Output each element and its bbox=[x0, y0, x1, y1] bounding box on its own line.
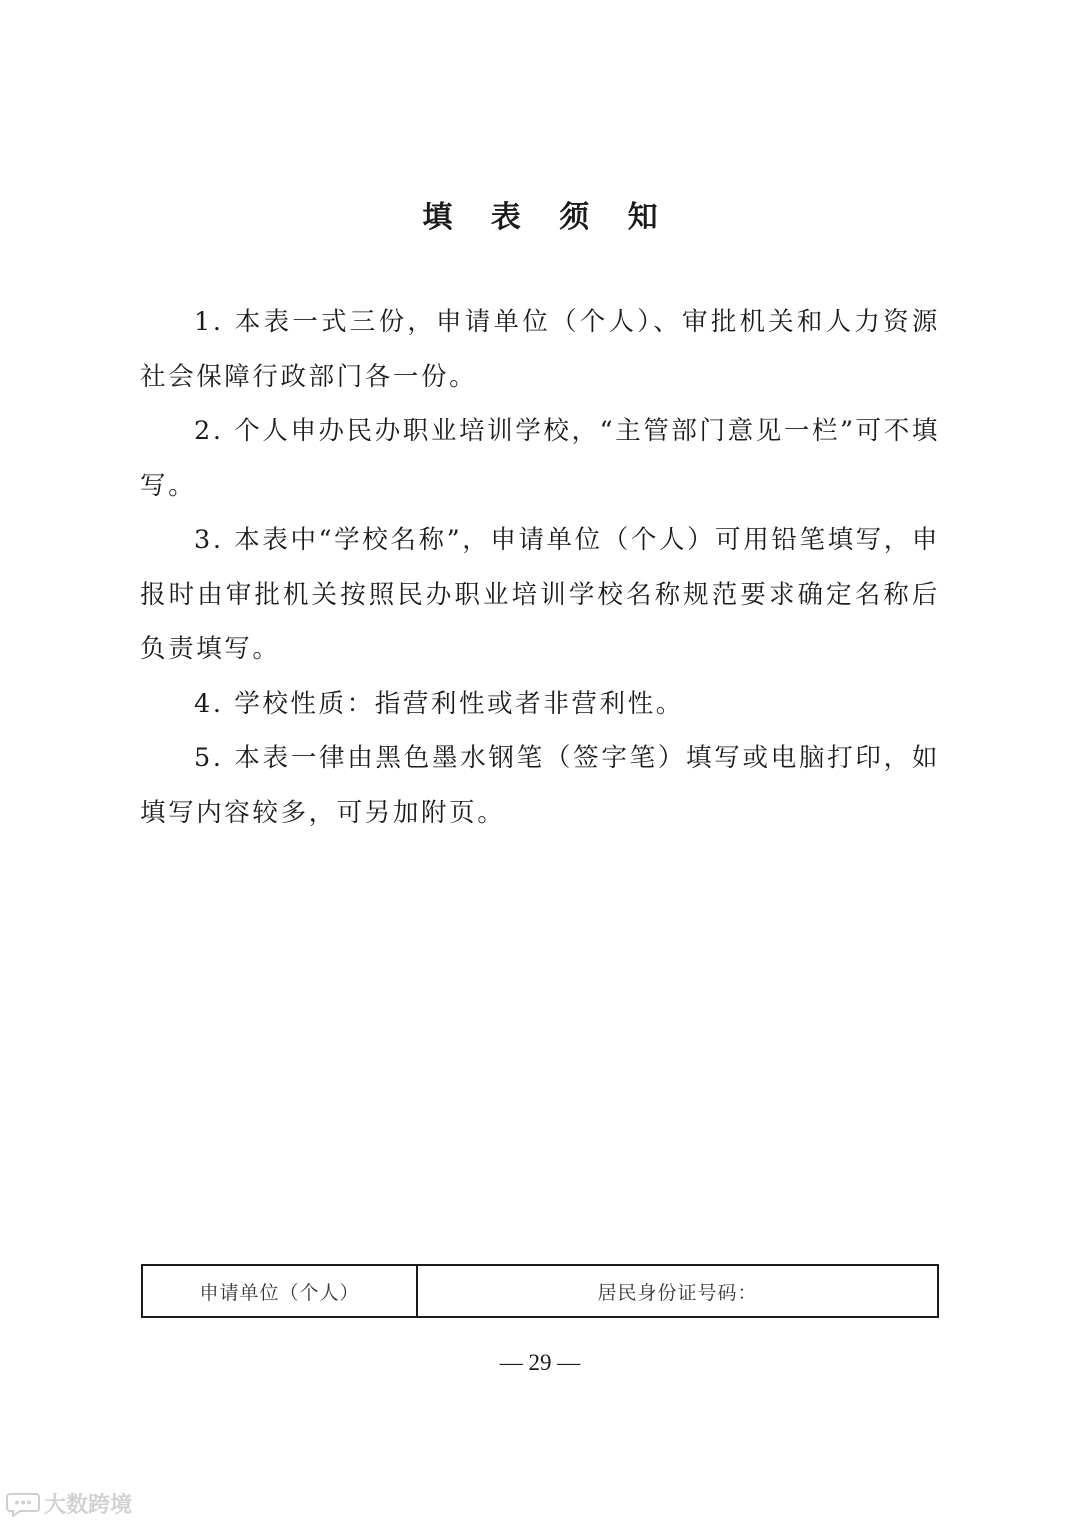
applicant-info-table bbox=[141, 1264, 939, 1318]
applicant-label-cell: 申请单位（个人） bbox=[143, 1266, 418, 1316]
page-title: 填 表 须 知 bbox=[422, 200, 672, 235]
note-item-4: 4. 学校性质：指营利性或者非营利性。 bbox=[194, 688, 684, 719]
note-item-2: 2. 个人申办民办职业培训学校，“主管部门意见一栏”可不填写。 bbox=[140, 416, 940, 501]
chat-bubble-logo-icon bbox=[6, 1491, 40, 1517]
note-item-3: 3. 本表中“学校名称”，申请单位（个人）可用铅笔填写，申报时由审批机关按照民办职业培训学校名称规范要求确定名称后负责填写。 bbox=[140, 525, 940, 664]
note-item-5: 5. 本表一律由黑色墨水钢笔（签字笔）填写或电脑打印，如填写内容较多，可另加附页。 bbox=[140, 743, 940, 828]
id-number-label-cell: 居民身份证号码： bbox=[597, 1281, 758, 1304]
watermark-text: 大数跨境 bbox=[44, 1493, 133, 1518]
note-item-1: 1. 本表一式三份，申请单位（个人）、审批机关和人力资源社会保障行政部门各一份。 bbox=[140, 307, 940, 392]
notes-list bbox=[140, 295, 940, 840]
page-number: — 29 — bbox=[499, 1350, 581, 1375]
watermark bbox=[6, 1488, 132, 1519]
